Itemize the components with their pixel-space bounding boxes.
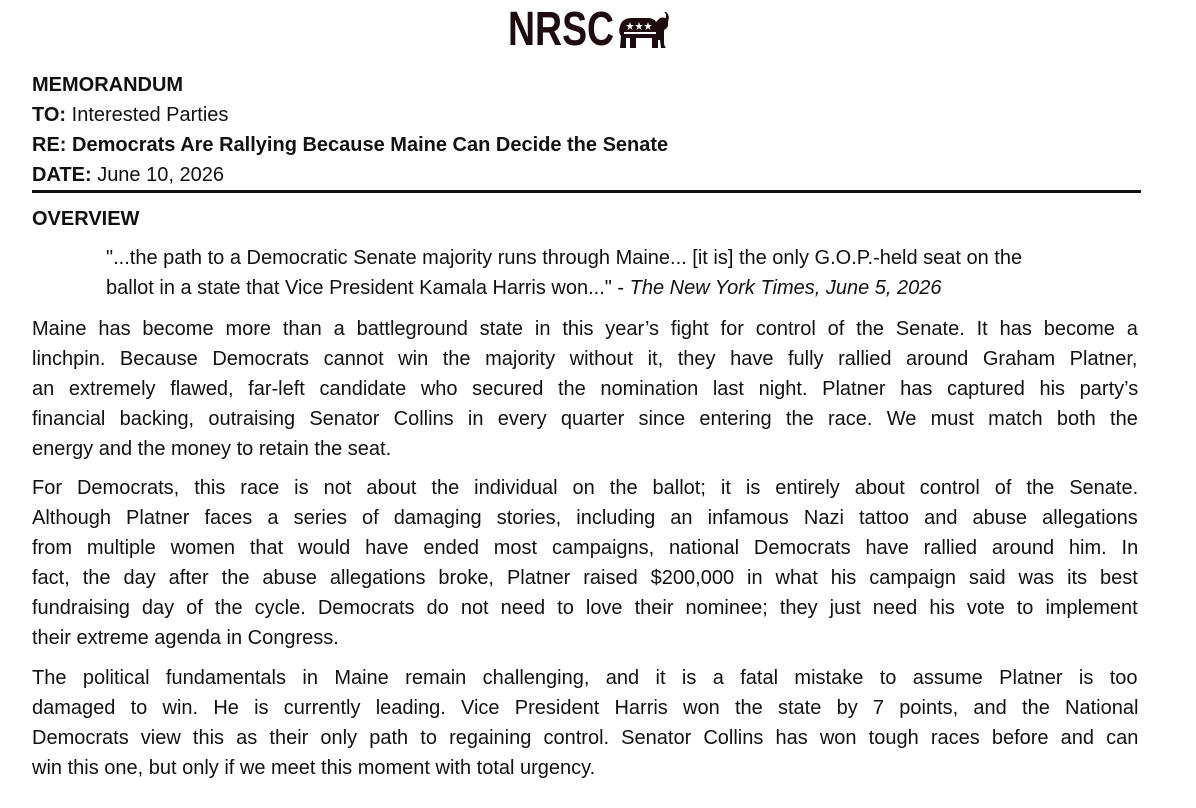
paragraph-line: an extremely flawed, far-left candidate who secured the nomination last night. Platner has captured his party’s — [32, 378, 1139, 400]
paragraph-line: Democrats view this as their only path to regaining control. Senator Collins has won tough races before and can — [32, 727, 1139, 749]
elephant-icon — [614, 12, 670, 52]
to-value: Interested Parties — [71, 104, 229, 126]
body-paragraph-1 — [32, 314, 1138, 464]
paragraph-line: their extreme agenda in Congress. — [32, 627, 339, 649]
memo-title: MEMORANDUM — [32, 74, 184, 96]
paragraph-line: energy and the money to retain the seat. — [32, 438, 392, 460]
header-divider — [32, 190, 1141, 193]
paragraph-line: Maine has become more than a battleground state in this year’s fight for control of the Senate. It has become a — [32, 318, 1138, 340]
body-paragraph-3 — [32, 663, 1138, 783]
re-value: Democrats Are Rallying Because Maine Can Decide the Senate — [72, 134, 669, 156]
body-paragraph-2 — [32, 473, 1138, 653]
paragraph-line: fundraising day of the cycle. Democrats do not need to love their nominee; they just need his vote to implement — [32, 597, 1138, 619]
paragraph-line: damaged to win. He is currently leading. Vice President Harris won the state by 7 points, and the National — [32, 697, 1139, 719]
pull-quote — [106, 243, 1138, 303]
paragraph-line: Although Platner faces a series of damaging stories, including an infamous Nazi tattoo and abuse allegations — [32, 507, 1138, 529]
memo-date — [32, 160, 1142, 190]
paragraph-line: win this one, but only if we meet this moment with total urgency. — [32, 757, 596, 779]
memo-to — [32, 100, 1142, 130]
date-value: June 10, 2026 — [97, 164, 224, 186]
quote-line: "...the path to a Democratic Senate majority runs through Maine... [it is] the only G.O.P.-held seat on the — [106, 247, 1023, 269]
memo-header — [32, 70, 1142, 190]
nrsc-logo — [508, 3, 615, 56]
paragraph-line: linchpin. Because Democrats cannot win the majority without it, they have fully rallied around Graham Platner, — [32, 348, 1138, 370]
logo-text: NRSC — [508, 3, 615, 56]
re-label: RE: — [32, 134, 67, 156]
to-label: TO: — [32, 104, 67, 126]
overview-heading: OVERVIEW — [32, 208, 140, 230]
paragraph-line: from multiple women that would have ended most campaigns, national Democrats have rallied around him. In — [32, 537, 1139, 559]
memo-re — [32, 130, 1142, 160]
quote-line: ballot in a state that Vice President Kamala Harris won..." - The New York Times, June 5, 2026 — [106, 277, 942, 299]
paragraph-line: fact, the day after the abuse allegations broke, Platner raised $200,000 in what his campaign said was its best — [32, 567, 1138, 589]
quote-source: The New York Times, June 5, 2026 — [629, 277, 942, 299]
date-label: DATE: — [32, 164, 92, 186]
paragraph-line: financial backing, outraising Senator Collins in every quarter since entering the race. We must match both the — [32, 408, 1138, 430]
paragraph-line: For Democrats, this race is not about the individual on the ballot; it is entirely about control of the Senate. — [32, 477, 1139, 499]
paragraph-line: The political fundamentals in Maine remain challenging, and it is a fatal mistake to assume Platner is too — [32, 667, 1138, 689]
